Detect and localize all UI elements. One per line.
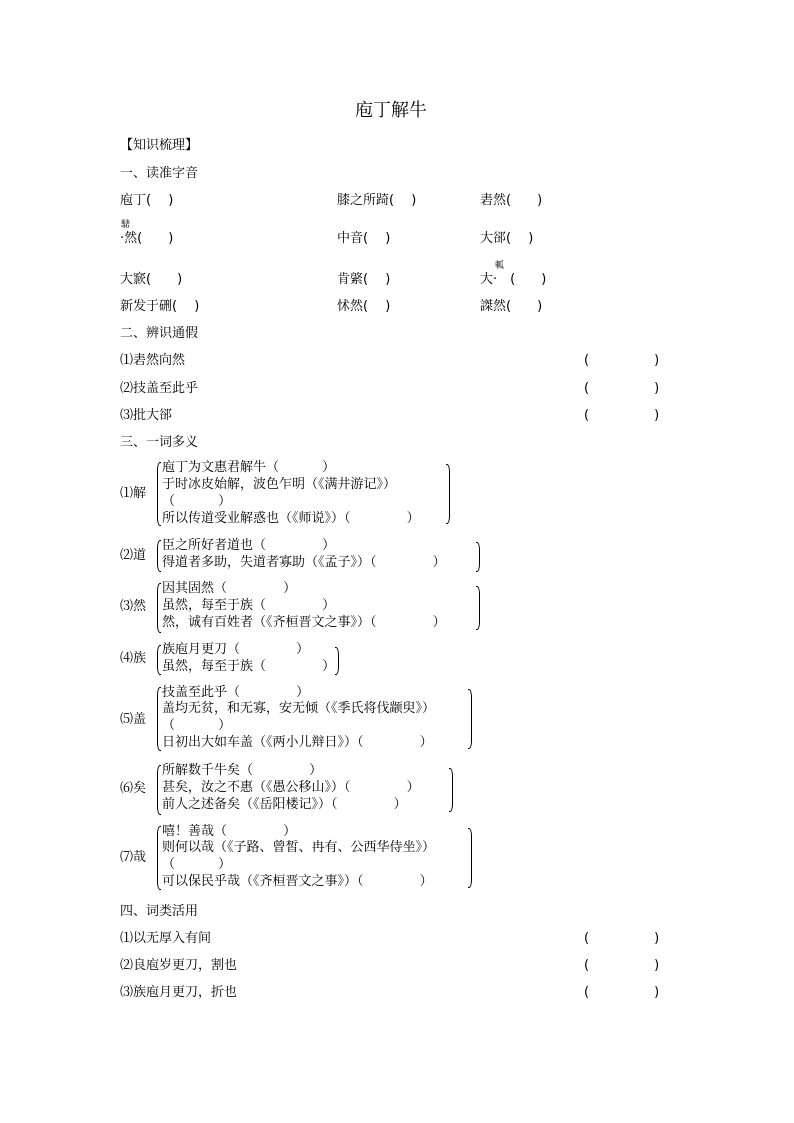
pronunciation-item: 膝之所踦( ) [337, 193, 417, 208]
pronunciation-ruby: 軱 [495, 261, 505, 271]
polysemy-line: 所以传道受业解惑也（《师说》）（ ） [162, 511, 420, 526]
pronunciation-item: 大窾( ) [120, 272, 183, 287]
tongjia-item: ⑶批大郤 [120, 408, 173, 423]
left-brace [157, 645, 161, 675]
answer-blank: ( ) [584, 353, 660, 368]
polysemy-line: 日初出大如车盖（《两小儿辩日》）（ ） [162, 735, 433, 750]
polysemy-line: （ ） [162, 494, 232, 509]
answer-blank: ( ) [584, 381, 660, 396]
section-heading: 四、词类活用 [120, 904, 199, 919]
pronunciation-item: 謋然( ) [480, 299, 543, 314]
pronunciation-item: 怵然( ) [337, 299, 391, 314]
polysemy-line: 因其固然（ ） [162, 581, 297, 596]
polysemy-label: ⑶然 [120, 599, 147, 614]
polysemy-line: 则何以哉（《子路、曾皙、冉有、公西华侍坐》） [162, 840, 436, 855]
tongjia-item: ⑵技盖至此乎 [120, 381, 199, 396]
pronunciation-item: 砉然( ) [480, 193, 543, 208]
polysemy-line: 嘻！善哉（ ） [162, 824, 297, 839]
left-brace [157, 687, 161, 751]
polysemy-line: 族庖月更刀（ ） [162, 642, 310, 657]
right-brace [449, 768, 453, 812]
part-of-speech-item: ⑶族庖月更刀，折也 [120, 985, 238, 1000]
polysemy-line: 盖均无贫，和无寡，安无倾（《季氏将伐颛臾》） [162, 701, 436, 716]
tongjia-item: ⑴砉然向然 [120, 353, 186, 368]
polysemy-line: 庖丁为文惠君解牛（ ） [162, 460, 336, 475]
polysemy-line: 虽然，每至于族（ ） [162, 598, 336, 613]
page-title: 庖丁解牛 [355, 100, 427, 121]
polysemy-line: （ ） [162, 857, 232, 872]
pronunciation-item: 肯綮( ) [337, 272, 391, 287]
right-brace [468, 828, 472, 888]
polysemy-label: ⑺哉 [120, 850, 147, 865]
pronunciation-item: 庖丁( ) [120, 193, 174, 208]
pronunciation-item: 大· ( ) [480, 272, 547, 287]
polysemy-line: 得道者多助，失道者寡助（《孟子》）（ ） [162, 555, 446, 570]
polysemy-line: 于时冰皮始解，波色乍明（《满井游记》） [162, 477, 397, 492]
right-brace [468, 689, 472, 749]
left-brace [157, 583, 161, 633]
polysemy-line: 前人之述备矣（《岳阳楼记》）（ ） [162, 797, 407, 812]
answer-blank: ( ) [584, 408, 660, 423]
polysemy-line: 技盖至此乎（ ） [162, 685, 310, 700]
right-brace [446, 464, 450, 524]
pronunciation-item: ·然( ) [120, 231, 174, 246]
polysemy-label: ⑵道 [120, 548, 147, 563]
answer-blank: ( ) [584, 985, 660, 1000]
polysemy-label: ⑹矣 [120, 781, 147, 796]
part-of-speech-item: ⑵良庖岁更刀，割也 [120, 958, 238, 973]
polysemy-line: 臣之所好者道也（ ） [162, 538, 336, 553]
section-heading: 三、一词多义 [120, 435, 199, 450]
answer-blank: ( ) [584, 931, 660, 946]
section-heading: 一、读准字音 [120, 166, 199, 181]
knowledge-heading: 【知识梳理】 [120, 138, 199, 153]
polysemy-line: 可以保民乎哉（《齐桓晋文之事》）（ ） [162, 874, 433, 889]
pronunciation-item: 中音( ) [337, 231, 391, 246]
part-of-speech-item: ⑴以无厚入有间 [120, 931, 212, 946]
left-brace [157, 826, 161, 890]
polysemy-line: 虽然，每至于族（ ） [162, 659, 336, 674]
polysemy-label: ⑷族 [120, 651, 147, 666]
answer-blank: ( ) [584, 958, 660, 973]
right-brace [476, 586, 480, 630]
polysemy-label: ⑸盖 [120, 712, 147, 727]
section-heading: 二、辨识通假 [120, 326, 199, 341]
left-brace [157, 540, 161, 572]
pronunciation-item: 大郤( ) [480, 231, 534, 246]
right-brace [335, 647, 339, 675]
polysemy-line: 所解数千牛矣（ ） [162, 763, 323, 778]
polysemy-label: ⑴解 [120, 486, 147, 501]
polysemy-line: （ ） [162, 718, 232, 733]
left-brace [157, 765, 161, 815]
right-brace [476, 542, 480, 572]
left-brace [157, 462, 161, 526]
polysemy-line: 甚矣，汝之不惠（《愚公移山》）（ ） [162, 780, 420, 795]
pronunciation-item: 新发于硎( ) [120, 299, 200, 314]
pronunciation-ruby: 騞 [121, 220, 131, 230]
polysemy-line: 然，诚有百姓者（《齐桓晋文之事》）（ ） [162, 615, 446, 630]
